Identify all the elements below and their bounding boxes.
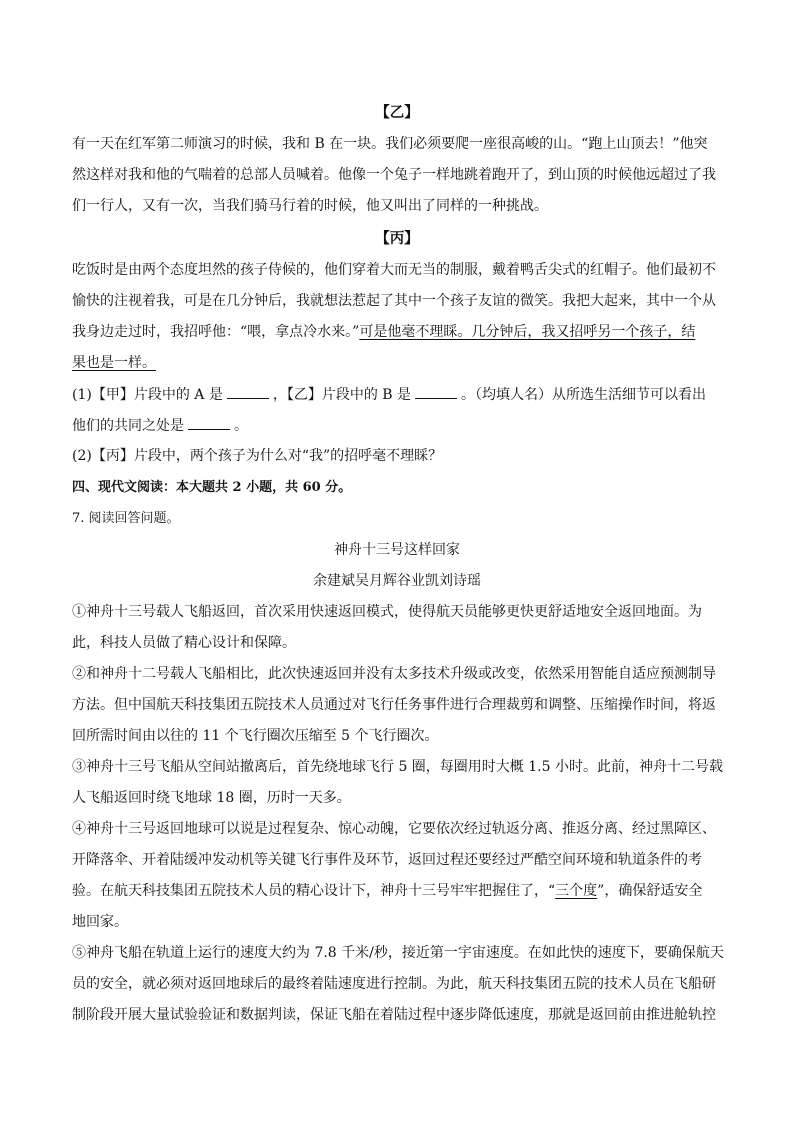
answer-blank-a [227, 384, 269, 399]
q1-line-2-text: 他们的共同之处是 [72, 418, 184, 434]
yi-line-3: 们一行人，又有一次，当我们骑马行着的时候，他又叫出了同样的一种挑战。 [72, 198, 548, 214]
bing-line-4-underlined: 果也是一样。 [72, 355, 156, 371]
section-bing-title: 【丙】 [375, 230, 419, 247]
bing-line-1: 吃饭时是由两个态度坦然的孩子侍候的，他们穿着大而无当的制服，戴着鸭舌尖式的红帽子。他们最初不 [72, 262, 716, 278]
article-p2-line-2: 方法。但中国航天科技集团五院技术人员通过对飞行任务事件进行合理裁剪和调整、压缩操作时间，将返 [72, 697, 716, 713]
article-p4-line-4: 地回家。 [72, 914, 128, 930]
article-p4-line-1: ④神舟十三号返回地球可以说是过程复杂、惊心动魄，它要依次经过轨返分离、推返分离、经过黑障区、 [72, 821, 716, 837]
article-p5-line-3: 制阶段开展大量试验验证和数据判读，保证飞船在着陆过程中逐步降低速度，那就是返回前由推进舱轨控 [72, 1007, 716, 1023]
article-p2-line-1: ②和神舟十二号载人飞船相比，此次快速返回并没有太多技术升级或改变，依然采用智能自适应预测制导 [72, 666, 716, 682]
article-authors: 余建斌吴月辉谷业凯刘诗瑶 [313, 573, 481, 589]
q1-part-1: (1)【甲】片段中的 A 是 [72, 387, 223, 403]
p4-line-3-before: 验。在航天科技集团五院技术人员的精心设计下，神舟十三号牢牢把握住了，“ [72, 883, 556, 899]
section-yi-title: 【乙】 [375, 104, 419, 121]
p4-three-degrees: 三个度 [555, 883, 598, 899]
article-p1-line-2: 此，科技人员做了精心设计和保障。 [72, 635, 296, 651]
article-p5-line-1: ⑤神舟飞船在轨道上运行的速度大约为 7.8 千米/秒，接近第一宇宙速度。在如此快的速度下，要确保航天 [72, 945, 724, 961]
section-4-heading: 四、现代文阅读：本大题共 2 小题，共 60 分。 [72, 480, 352, 495]
article-p4-line-2: 开降落伞、开着陆缓冲发动机等关键飞行事件及环节，返回过程还要经过严酷空间环境和轨道条件的考 [72, 852, 702, 868]
article-p3-line-1: ③神舟十三号飞船从空间站撤离后，首先绕地球飞行 5 圈，每圈用时大概 1.5 小时。此前，神舟十二号载 [72, 759, 723, 775]
q1-part-3: 。（均填人名）从所选生活细节可以看出 [461, 387, 707, 403]
article-p4-line-3 [72, 881, 724, 901]
bing-line-2: 愉快的注视着我，可是在几分钟后，我就想法惹起了其中一个孩子友谊的微笑。我把大起来，其中一个从 [72, 293, 716, 309]
article-p3-line-2: 人飞船返回时绕飞地球 18 圈，历时一天多。 [72, 790, 351, 806]
p4-line-3-after: ”，确保舒适安全 [597, 883, 703, 899]
answer-blank-b [415, 384, 457, 399]
question-2: (2)【丙】片段中，两个孩子为什么对“我”的招呼毫不理睬？ [72, 448, 443, 464]
bing-line-3-plain: 我身边走过时，我招呼他：“喂，拿点冷水来。” [72, 324, 360, 340]
bing-line-3 [72, 322, 724, 342]
article-p2-line-3: 回所需时间由以往的 11 个飞行圈次压缩至 5 个飞行圈次。 [72, 728, 439, 744]
article-title: 神舟十三号这样回家 [334, 542, 460, 558]
q1-line-2-end: 。 [234, 418, 248, 434]
yi-line-1: 有一天在红军第二师演习的时候，我和 B 在一块。我们必须要爬一座很高峻的山。“跑上山顶去！”他突 [72, 136, 708, 152]
bing-line-3-underlined: 可是他毫不理睬。几分钟后，我又招呼另一个孩子，结 [359, 324, 696, 340]
yi-line-2: 然这样对我和他的气喘着的总部人员喊着。他像一个兔子一样地跳着跑开了，到山顶的时候他远超过了我 [72, 167, 716, 183]
q1-part-2: ，【乙】片段中的 B 是 [272, 387, 412, 403]
question-1-line-1 [72, 384, 724, 405]
answer-blank-common [188, 415, 230, 430]
bing-line-4 [72, 353, 724, 373]
article-p1-line-1: ①神舟十三号载人飞船返回，首次采用快速返回模式，使得航天员能够更快更舒适地安全返回地面。为 [72, 604, 702, 620]
question-7: 7. 阅读回答问题。 [72, 511, 180, 526]
article-p5-line-2: 员的安全，就必须对返回地球后的最终着陆速度进行控制。为此，航天科技集团五院的技术人员在飞船研 [72, 976, 716, 992]
question-1-line-2 [72, 415, 724, 436]
